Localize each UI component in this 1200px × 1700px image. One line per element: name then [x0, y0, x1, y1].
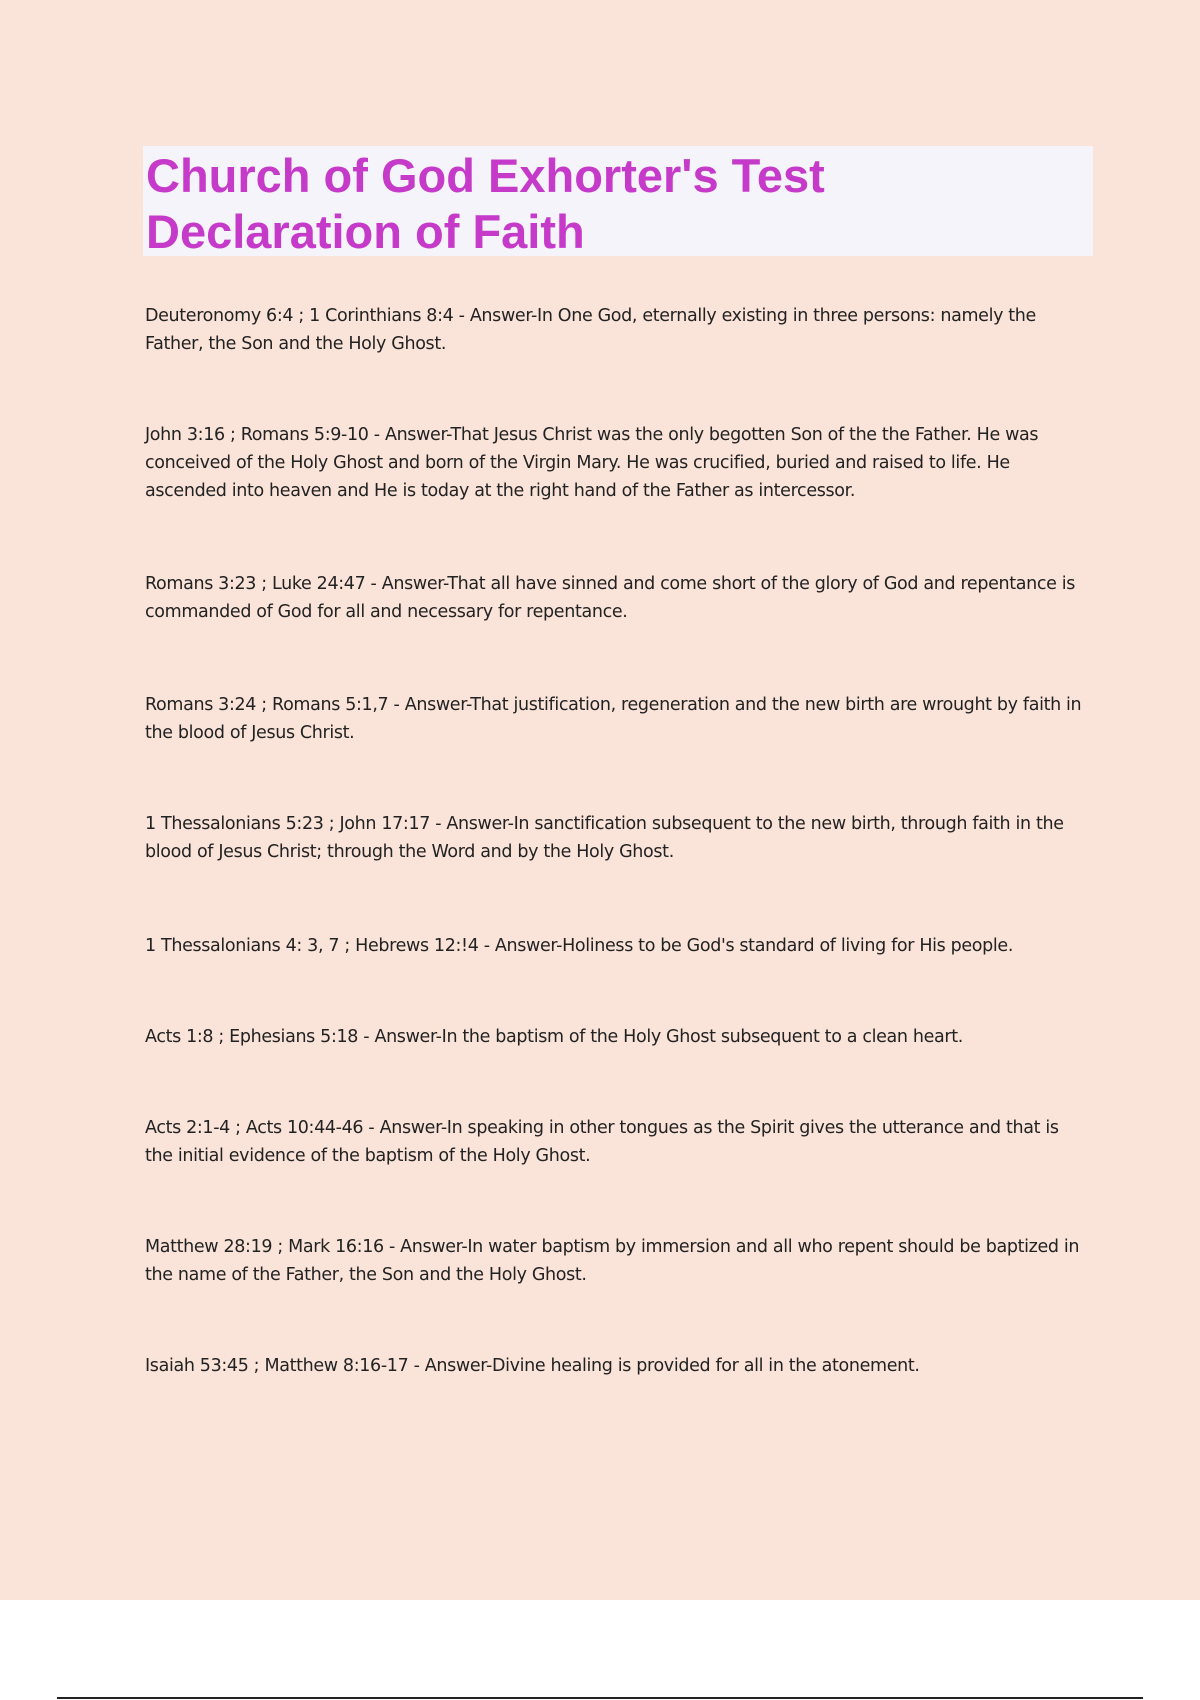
- footer-divider: [57, 1697, 1143, 1699]
- document-subtitle: Declaration of Faith: [146, 205, 585, 258]
- entry-paragraph: Deuteronomy 6:4 ; 1 Corinthians 8:4 - Answer-In One God, eternally existing in three persons: namely the Father, the Son and the Holy Ghost.: [145, 306, 1036, 354]
- title-block: [143, 146, 1093, 256]
- document-title: Church of God Exhorter's Test: [146, 149, 825, 202]
- entry-paragraph: Romans 3:24 ; Romans 5:1,7 - Answer-That justification, regeneration and the new birth are wrought by faith in the blood of Jesus Christ.: [145, 695, 1082, 743]
- entry-paragraph: 1 Thessalonians 4: 3, 7 ; Hebrews 12:!4 - Answer-Holiness to be God's standard of living for His people.: [145, 936, 1014, 956]
- entry-paragraph: Acts 1:8 ; Ephesians 5:18 - Answer-In the baptism of the Holy Ghost subsequent to a clean heart.: [145, 1027, 963, 1047]
- entry-paragraph: Isaiah 53:45 ; Matthew 8:16-17 - Answer-Divine healing is provided for all in the atonement.: [145, 1356, 920, 1376]
- entry-paragraph: John 3:16 ; Romans 5:9-10 - Answer-That Jesus Christ was the only begotten Son of the the Father. He was conceived of the Holy Ghost and born of the Virgin Mary. He was crucified, buried and raised to life. He ascended into heaven and He is today at the right hand of the Father as intercessor.: [145, 425, 1039, 501]
- entry-paragraph: Matthew 28:19 ; Mark 16:16 - Answer-In water baptism by immersion and all who repent should be baptized in the name of the Father, the Son and the Holy Ghost.: [145, 1237, 1080, 1285]
- entry-paragraph: Romans 3:23 ; Luke 24:47 - Answer-That all have sinned and come short of the glory of God and repentance is commanded of God for all and necessary for repentance.: [145, 574, 1076, 622]
- entry-paragraph: 1 Thessalonians 5:23 ; John 17:17 - Answer-In sanctification subsequent to the new birth, through faith in the blood of Jesus Christ; through the Word and by the Holy Ghost.: [145, 814, 1064, 862]
- entry-paragraph: Acts 2:1-4 ; Acts 10:44-46 - Answer-In speaking in other tongues as the Spirit gives the utterance and that is the initial evidence of the baptism of the Holy Ghost.: [145, 1118, 1059, 1166]
